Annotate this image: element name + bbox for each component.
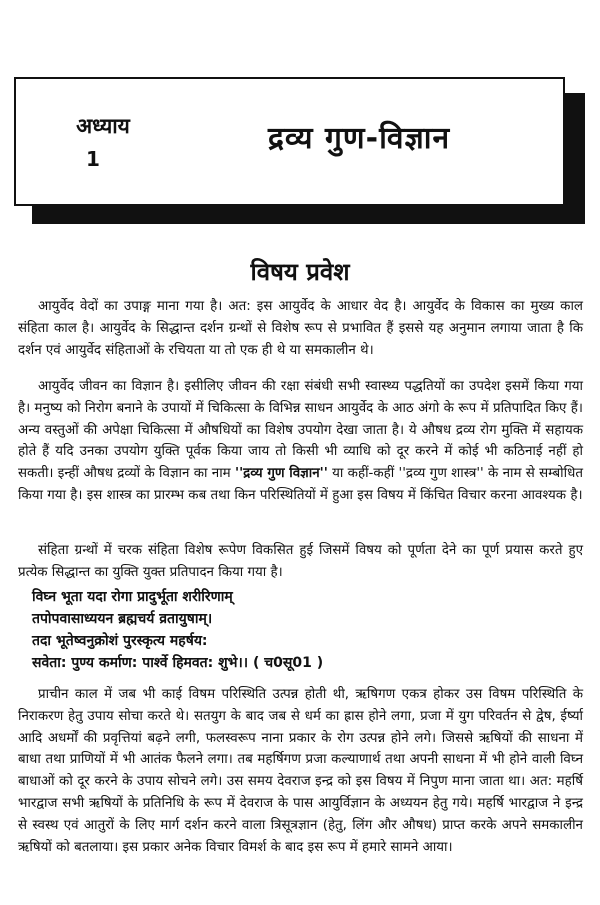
verse-line: तदा भूतेष्वनुक्रोशं पुरस्कृत्य महर्षय: [32,633,208,649]
chapter-title: द्रव्य गुण-विज्ञान [268,121,451,156]
paragraph-ancient-times [18,684,583,858]
paragraph-intro-text: आयुर्वेद वेदों का उपाङ्ग माना गया है। अत: इस आयुर्वेद के आधार वेद है। आयुर्वेद के विकास का मुख्य काल संहिता काल है। आयुर्वेद के सिद्धान्त दर्शन ग्रन्थों से विशेष रूप से प्रभावित हैं इससे यह अनुमान लगाया जाता है कि दर्शन एवं आयुर्वेद संहिताओं के रचियता या तो एक ही थे या समकालीन थे। [18,299,583,358]
term-dravya-guna-vigyan: ''द्रव्य गुण विज्ञान'' [234,466,328,482]
verse-line: तपोपवासाध्ययन ब्रह्मचर्य व्रतायुषाम्। [32,611,213,627]
sanskrit-verse [32,586,582,674]
paragraph-ayurveda-text-a: आयुर्वेद जीवन का विज्ञान है। इसीलिए जीवन की रक्षा संबंधी सभी स्वास्थ्य पद्धतियों का उपदेश इसमें किया गया है। मनुष्य को निरोग बनाने के उपायों में चिकित्सा के विभिन्न साधन आयुर्वेद के आठ अंगो के रूप में प्रतिपादित किए हैं। अन्य वस्तुओं की अपेक्षा चिकित्सा में औषधियों का विशेष उपयोग देखा जाता है। ये औषध द्रव्य रोग मुक्ति में सहायक होते हैं यदि उनका उपयोग युक्ति पूर्वक किया जाय तो किसी भी व्याधि को दूर करने में कोई भी कठिनाई नहीं हो सकती। इन्हीं औषध द्रव्यों के विज्ञान का नाम [18,379,583,482]
chapter-number: 1 [86,147,100,171]
paragraph-ancient-text: प्राचीन काल में जब भी काई विषम परिस्थिति उत्पन्न होती थी, ऋषिगण एकत्र होकर उस विषम परिस्थिति के निराकरण हेतु उपाय सोचा करते थे। सतयुग के बाद जब से धर्म का ह्रास होने लगा, प्रजा में युग परिवर्तन से द्वेष, ईर्ष्या आदि अधर्मों की प्रवृत्तियां बढ़ने लगी, फलस्वरूप नाना प्रकार के रोग उत्पन्न होने लगे। जिससे ऋषियों की साधना में बाधा तथा प्राणियों में भी आतंक फैलने लगा। तब महर्षिगण प्रजा कल्याणार्थ तथा अपनी साधना में भी होने वाली विघ्न बाधाओं को दूर करने के उपाय सोचने लगे। उस समय देवराज इन्द्र को इस विषय में निपुण माना जाता था। अत: महर्षि भारद्वाज सभी ऋषियों के प्रतिनिधि के रूप में देवराज के पास आयुर्विज्ञान के अध्ययन हेतु गये। महर्षि भारद्वाज ने इन्द्र से स्वस्थ एवं आतुरों के लिए मार्ग दर्शन करने वाला त्रिसूत्रज्ञान (हेतु, लिंग और औषध) प्राप्त करके अपने समकालीन ऋषियों को बतलाया। इस प्रकार अनेक विचार विमर्श के बाद इस रूप में हमारे सामने आया। [18,687,583,855]
section-heading: विषय प्रवेश [250,258,350,286]
paragraph-charak-samhita [18,540,583,584]
verse-line: विघ्न भूता यदा रोगा प्रादुर्भूता शरीरिणाम् [32,589,233,605]
verse-line: सवेता: पुण्य कर्माण: पार्श्वे हिमवत: शुभे।। ( च0सू01 ) [32,655,324,671]
paragraph-ayurveda-text-b: या कहीं-कहीं ''द्रव्य गुण शास्त्र'' के नाम से सम्बोधित किया गया है। इस शास्त्र का प्रारम्भ कब तथा किन परिस्थितियों में हुआ इस विषय में किंचित विचार करना आवश्यक है। [18,466,583,503]
chapter-label: अध्याय [76,114,130,138]
paragraph-ayurveda-science [18,376,583,507]
paragraph-intro [18,296,583,361]
paragraph-charak-text: संहिता ग्रन्थों में चरक संहिता विशेष रूपेण विकसित हुई जिसमें विषय को पूर्णता देने का पूर्ण प्रयास करते हुए प्रत्येक सिद्धान्त का युक्ति युक्त प्रतिपादन किया गया है। [18,543,583,580]
